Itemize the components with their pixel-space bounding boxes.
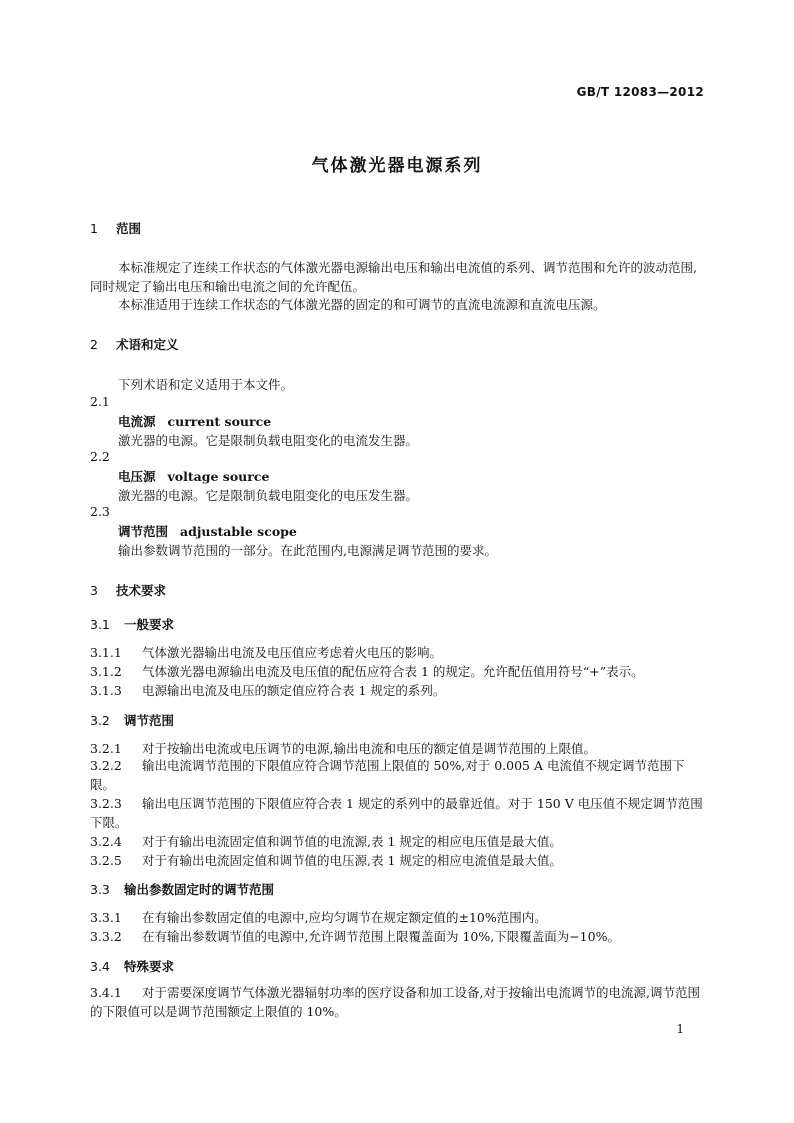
clause-text: 对于需要深度调节气体激光器辐射功率的医疗设备和加工设备,对于按输出电流调节的电流源,调节范围的下限值可以是调节范围额定上限值的 10%。 [90,985,700,1019]
section-1-paragraph-2: 本标准适用于连续工作状态的气体激光器的固定的和可调节的直流电流源和直流电压源。 [118,297,606,312]
section-title: 技术要求 [116,583,167,598]
clause-item [90,983,704,1021]
subsection-3-2-heading [90,711,174,729]
clause-number: 3.1.1 [90,645,122,660]
clause-item [90,927,620,945]
term-definition: 激光器的电源。它是限制负载电阻变化的电流发生器。 [118,433,419,448]
term-number: 2.3 [90,504,110,519]
standard-code: GB/T 12083—2012 [576,85,704,99]
clause-text: 对于按输出电流或电压调节的电源,输出电流和电压的额定值是调节范围的上限值。 [142,741,596,756]
page-number: 1 [676,1022,684,1036]
section-number: 2 [90,337,98,352]
subsection-title: 一般要求 [124,617,175,632]
clause-number: 3.2.2 [90,758,122,773]
term-heading [118,467,269,485]
term-number: 2.2 [90,449,110,464]
section-title: 范围 [116,221,142,236]
clause-item [90,851,562,869]
term-cn: 调节范围 [118,524,169,539]
subsection-title: 特殊要求 [124,959,175,974]
term-en: current source [167,414,272,429]
clause-number: 3.2.1 [90,741,122,756]
term-heading [118,522,297,540]
clause-text: 对于有输出电流固定值和调节值的电流源,表 1 规定的相应电压值是最大值。 [142,834,562,849]
section-3-heading [90,581,166,599]
clause-text: 对于有输出电流固定值和调节值的电压源,表 1 规定的相应电流值是最大值。 [142,853,562,868]
section-number: 3 [90,583,98,598]
clause-number: 3.2.4 [90,834,122,849]
section-2-heading [90,335,179,353]
clause-item [90,832,562,850]
subsection-number: 3.4 [90,959,110,974]
clause-text: 气体激光器电源输出电流及电压值的配伍应符合表 1 的规定。允许配伍值用符号“+”表示。 [142,664,644,679]
clause-text: 气体激光器输出电流及电压值应考虑着火电压的影响。 [142,645,443,660]
clause-text: 电源输出电流及电压的额定值应符合表 1 规定的系列。 [142,683,446,698]
term-en: voltage source [167,469,270,484]
subsection-3-1-heading [90,615,174,633]
clause-item [90,662,644,680]
section-2-intro: 下列术语和定义适用于本文件。 [118,377,294,392]
clause-text: 输出电压调节范围的下限值应符合表 1 规定的系列中的最靠近值。对于 150 V 电压值不规定调节范围下限。 [90,796,703,830]
clause-number: 3.3.1 [90,910,122,925]
clause-text: 在有输出参数固定值的电源中,应均匀调节在规定额定值的±10%范围内。 [142,910,547,925]
clause-number: 3.1.3 [90,683,122,698]
clause-number: 3.2.3 [90,796,122,811]
subsection-number: 3.1 [90,617,110,632]
clause-item [90,739,596,757]
clause-text: 在有输出参数调节值的电源中,允许调节范围上限覆盖面为 10%,下限覆盖面为−10%。 [142,929,620,944]
term-cn: 电压源 [118,469,156,484]
clause-item [90,681,445,699]
term-definition: 激光器的电源。它是限制负载电阻变化的电压发生器。 [118,488,419,503]
term-definition: 输出参数调节范围的一部分。在此范围内,电源满足调节范围的要求。 [118,543,497,558]
clause-number: 3.2.5 [90,853,122,868]
subsection-title: 调节范围 [124,713,175,728]
subsection-title: 输出参数固定时的调节范围 [124,882,275,897]
section-title: 术语和定义 [116,337,179,352]
subsection-3-4-heading [90,957,174,975]
clause-number: 3.3.2 [90,929,122,944]
clause-item [90,756,704,794]
term-heading [118,412,271,430]
term-en: adjustable scope [180,524,297,539]
subsection-number: 3.3 [90,882,110,897]
document-title: 气体激光器电源系列 [311,156,483,176]
term-number: 2.1 [90,394,110,409]
clause-item [90,643,442,661]
section-number: 1 [90,221,98,236]
clause-number: 3.1.2 [90,664,122,679]
clause-item [90,794,704,832]
clause-item [90,908,547,926]
clause-number: 3.4.1 [90,985,122,1000]
clause-text: 输出电流调节范围的下限值应符合调节范围上限值的 50%,对于 0.005 A 电流值不规定调节范围下限。 [90,758,685,792]
section-1-paragraph-1: 本标准规定了连续工作状态的气体激光器电源输出电压和输出电流值的系列、调节范围和允许的波动范围,同时规定了输出电压和输出电流之间的允许配伍。 [90,260,697,294]
subsection-number: 3.2 [90,713,110,728]
term-cn: 电流源 [118,414,156,429]
subsection-3-3-heading [90,880,274,898]
section-1-heading [90,219,141,237]
